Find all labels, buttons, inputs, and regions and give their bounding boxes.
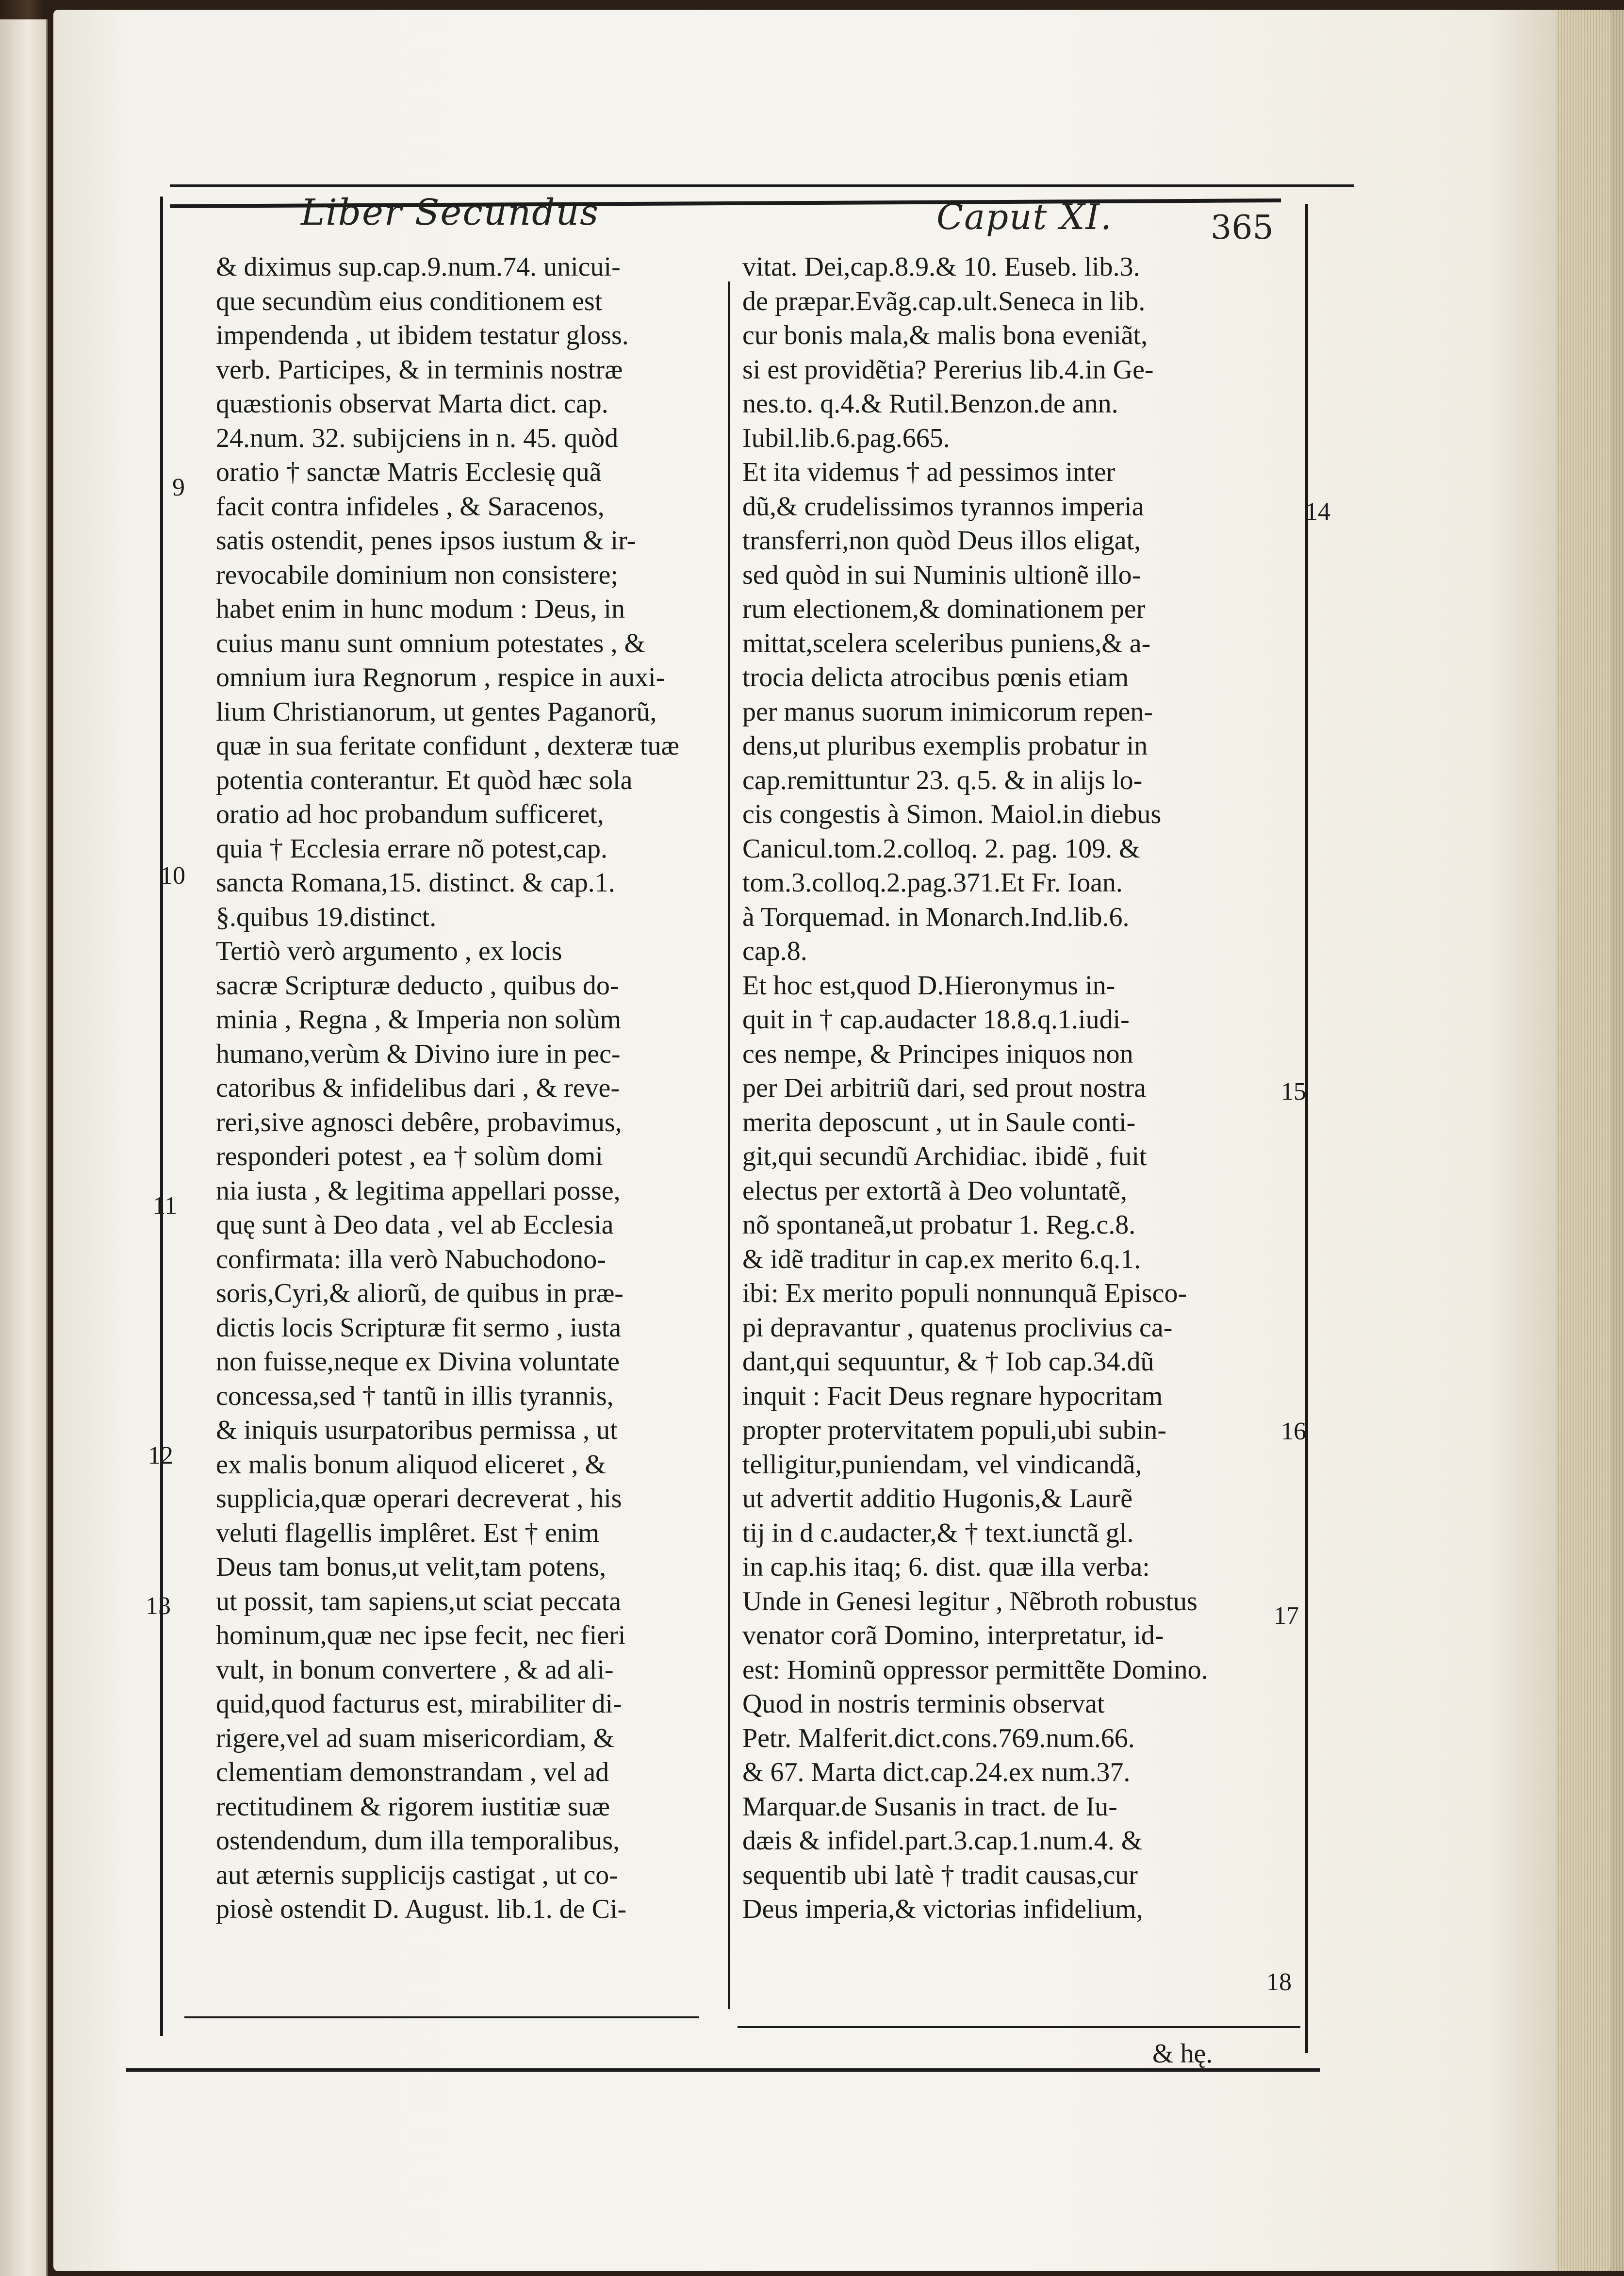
text-line: supplicia,quæ operari decreverat , his	[216, 1484, 622, 1514]
text-line: nes.to. q.4.& Rutil.Benzon.de ann.	[742, 389, 1118, 419]
text-line: si est providẽtia? Pererius lib.4.in Ge-	[742, 354, 1154, 385]
text-line: aut æternis supplicijs castigat , ut co-	[216, 1860, 618, 1890]
text-line: cur bonis mala,& malis bona eveniãt,	[742, 320, 1148, 350]
running-head-chapter: Caput XI.	[936, 197, 1113, 237]
text-line: impendenda , ut ibidem testatur gloss.	[216, 320, 629, 350]
text-line: cap.remittuntur 23. q.5. & in alijs lo-	[742, 765, 1143, 795]
right-text-column	[742, 250, 1281, 1927]
text-line: merita deposcunt , ut in Saule conti-	[742, 1107, 1136, 1138]
text-line: electus per extortã à Deo voluntatẽ,	[742, 1175, 1127, 1206]
text-line: dæis & infidel.part.3.cap.1.num.4. &	[742, 1826, 1143, 1856]
text-line: cuius manu sunt omnium potestates , &	[216, 628, 646, 659]
left-frame-rule	[160, 197, 163, 2036]
text-line: sancta Romana,15. distinct. & cap.1.	[216, 868, 615, 898]
text-line: & 67. Marta dict.cap.24.ex num.37.	[742, 1757, 1131, 1787]
text-line: oratio ad hoc probandum sufficeret,	[216, 799, 604, 829]
text-line: sacræ Scripturæ deducto , quibus do-	[216, 970, 619, 1001]
margin-number-left: 13	[146, 1592, 171, 1620]
text-line: propter protervitatem populi,ubi subin-	[742, 1415, 1167, 1445]
text-line: Quod in nostris terminis observat	[742, 1689, 1105, 1719]
text-line: Et hoc est,quod D.Hieronymus in-	[742, 970, 1115, 1001]
text-line: quid,quod facturus est, mirabiliter di-	[216, 1689, 622, 1719]
text-line: & diximus sup.cap.9.num.74. unicui-	[216, 252, 621, 282]
margin-number-right: 16	[1281, 1418, 1306, 1445]
text-line: Unde in Genesi legitur , Nẽbroth robustus	[742, 1586, 1197, 1616]
text-line: oratio † sanctæ Matris Ecclesię quã	[216, 457, 602, 487]
text-line: potentia conterantur. Et quòd hæc sola	[216, 765, 633, 795]
text-line: nõ spontaneã,ut probatur 1. Reg.c.8.	[742, 1210, 1136, 1240]
text-line: Et ita videmus † ad pessimos inter	[742, 457, 1115, 487]
text-line: rum electionem,& dominationem per	[742, 594, 1146, 624]
text-line: piosè ostendit D. August. lib.1. de Ci-	[216, 1894, 627, 1924]
text-line: trocia delicta atrocibus pœnis etiam	[742, 662, 1129, 693]
text-line: de præpar.Evãg.cap.ult.Seneca in lib.	[742, 286, 1146, 316]
left-text-column	[216, 250, 721, 1927]
text-line: omnium iura Regnorum , respice in auxi-	[216, 662, 665, 693]
text-line: hominum,quæ nec ipse fecit, nec fieri	[216, 1620, 626, 1650]
text-line: transferri,non quòd Deus illos eligat,	[742, 526, 1141, 556]
text-line: in cap.his itaq; 6. dist. quæ illa verba:	[742, 1552, 1150, 1582]
text-line: dens,ut pluribus exemplis probatur in	[742, 731, 1148, 761]
text-line: dũ,& crudelissimos tyrannos imperia	[742, 491, 1144, 522]
bottom-frame-rule	[126, 2068, 1320, 2072]
text-line: 24.num. 32. subijciens in n. 45. quòd	[216, 423, 619, 453]
text-line: ces nempe, & Principes iniquos non	[742, 1039, 1133, 1069]
text-line: Deus tam bonus,ut velit,tam potens,	[216, 1552, 607, 1582]
text-line: clementiam demonstrandam , vel ad	[216, 1757, 609, 1787]
right-column-bottom-rule	[738, 2026, 1300, 2028]
text-line: verb. Participes, & in terminis nostræ	[216, 354, 623, 385]
text-line: revocabile dominium non consistere;	[216, 560, 618, 590]
running-head-book: Liber Secundus	[301, 192, 600, 233]
text-line: rectitudinem & rigorem iustitiæ suæ	[216, 1791, 610, 1822]
text-line: quę sunt à Deo data , vel ab Ecclesia	[216, 1210, 614, 1240]
text-line: Iubil.lib.6.pag.665.	[742, 423, 950, 453]
catchword: & hę.	[1152, 2039, 1213, 2069]
text-line: Canicul.tom.2.colloq. 2. pag. 109. &	[742, 833, 1140, 864]
facing-page-edge	[0, 19, 48, 2276]
text-line: Tertiò verò argumento , ex locis	[216, 936, 562, 966]
text-line: veluti flagellis implêret. Est † enim	[216, 1517, 600, 1548]
text-line: soris,Cyri,& aliorũ, de quibus in præ-	[216, 1278, 623, 1308]
text-line: Deus imperia,& victorias infidelium,	[742, 1894, 1143, 1924]
text-line: inquit : Facit Deus regnare hypocritam	[742, 1381, 1163, 1411]
text-line: sed quòd in sui Numinis ultionẽ illo-	[742, 560, 1141, 590]
text-line: facit contra infideles , & Saracenos,	[216, 491, 605, 522]
margin-number-right: 14	[1305, 498, 1330, 526]
text-line: tij in d c.audacter,& † text.iunctã gl.	[742, 1517, 1134, 1548]
text-line: nia iusta , & legitima appellari posse,	[216, 1175, 621, 1206]
text-line: quæstionis observat Marta dict. cap.	[216, 389, 608, 419]
margin-number-right: 15	[1281, 1078, 1306, 1105]
right-frame-rule	[1305, 204, 1308, 2053]
text-line: telligitur,puniendam, vel vindicandã,	[742, 1449, 1142, 1480]
text-line: sequentib ubi latè † tradit causas,cur	[742, 1860, 1138, 1890]
text-line: & iniquis usurpatoribus permissa , ut	[216, 1415, 618, 1445]
margin-number-left: 10	[160, 862, 185, 890]
text-line: concessa,sed † tantũ in illis tyrannis,	[216, 1381, 614, 1411]
margin-number-left: 9	[172, 474, 185, 501]
margin-number-left: 11	[153, 1192, 178, 1220]
text-line: per Dei arbitriũ dari, sed prout nostra	[742, 1073, 1146, 1103]
margin-number-left: 12	[148, 1442, 173, 1469]
text-line: à Torquemad. in Monarch.Ind.lib.6.	[742, 902, 1130, 932]
page-stack-edges	[1556, 10, 1624, 2271]
text-line: humano,verùm & Divino iure in pec-	[216, 1039, 621, 1069]
page-number: 365	[1211, 209, 1274, 247]
text-line: quæ in sua feritate confidunt , dexteræ tuæ	[216, 731, 679, 761]
text-line: dictis locis Scripturæ fit sermo , iusta	[216, 1312, 622, 1343]
text-line: git,qui secundũ Archidiac. ibidẽ , fuit	[742, 1141, 1147, 1171]
text-line: mittat,scelera sceleribus puniens,& a-	[742, 628, 1151, 659]
text-line: quit in † cap.audacter 18.8.q.1.iudi-	[742, 1005, 1130, 1035]
text-line: pi depravantur , quatenus proclivius ca-	[742, 1312, 1173, 1343]
text-line: lium Christianorum, ut gentes Paganorũ,	[216, 696, 657, 727]
text-line: confirmata: illa verò Nabuchodono-	[216, 1244, 606, 1274]
column-divider-rule	[728, 281, 730, 2009]
text-line: reri,sive agnosci debêre, probavimus,	[216, 1107, 622, 1138]
text-line: habet enim in hunc modum : Deus, in	[216, 594, 625, 624]
text-line: ex malis bonum aliquod eliceret , &	[216, 1449, 607, 1480]
margin-number-right: 17	[1274, 1602, 1299, 1630]
text-line: vitat. Dei,cap.8.9.& 10. Euseb. lib.3.	[742, 252, 1140, 282]
text-line: tom.3.colloq.2.pag.371.Et Fr. Ioan.	[742, 868, 1123, 898]
text-line: est: Hominũ oppressor permittẽte Domino.	[742, 1654, 1208, 1685]
text-line: cis congestis à Simon. Maiol.in diebus	[742, 799, 1162, 829]
text-line: Petr. Malferit.dict.cons.769.num.66.	[742, 1723, 1135, 1753]
text-line: non fuisse,neque ex Divina voluntate	[216, 1347, 620, 1377]
text-line: catoribus & infidelibus dari , & reve-	[216, 1073, 620, 1103]
text-line: venator corã Domino, interpretatur, id-	[742, 1620, 1164, 1650]
text-line: minia , Regna , & Imperia non solùm	[216, 1005, 622, 1035]
text-line: dant,qui sequuntur, & † Iob cap.34.dũ	[742, 1347, 1154, 1377]
text-line: ut possit, tam sapiens,ut sciat peccata	[216, 1586, 622, 1616]
text-line: quia † Ecclesia errare nõ potest,cap.	[216, 833, 607, 864]
text-line: per manus suorum inimicorum repen-	[742, 696, 1153, 727]
text-line: & idẽ traditur in cap.ex merito 6.q.1.	[742, 1244, 1141, 1274]
text-line: vult, in bonum convertere , & ad ali-	[216, 1654, 614, 1685]
text-line: ibi: Ex merito populi nonnunquã Episco-	[742, 1278, 1187, 1308]
text-line: §.quibus 19.distinct.	[216, 902, 437, 932]
text-line: ostendendum, dum illa temporalibus,	[216, 1826, 620, 1856]
text-line: satis ostendit, penes ipsos iustum & ir-	[216, 526, 636, 556]
top-frame-rule	[170, 184, 1354, 187]
margin-number-right: 18	[1266, 1968, 1292, 1996]
text-line: cap.8.	[742, 936, 807, 966]
text-line: ut advertit additio Hugonis,& Laurẽ	[742, 1484, 1133, 1514]
left-column-bottom-rule	[184, 2016, 699, 2018]
text-line: rigere,vel ad suam misericordiam, &	[216, 1723, 615, 1753]
text-line: Marquar.de Susanis in tract. de Iu-	[742, 1791, 1117, 1822]
text-line: que secundùm eius conditionem est	[216, 286, 603, 316]
text-line: responderi potest , ea † solùm domi	[216, 1141, 603, 1171]
